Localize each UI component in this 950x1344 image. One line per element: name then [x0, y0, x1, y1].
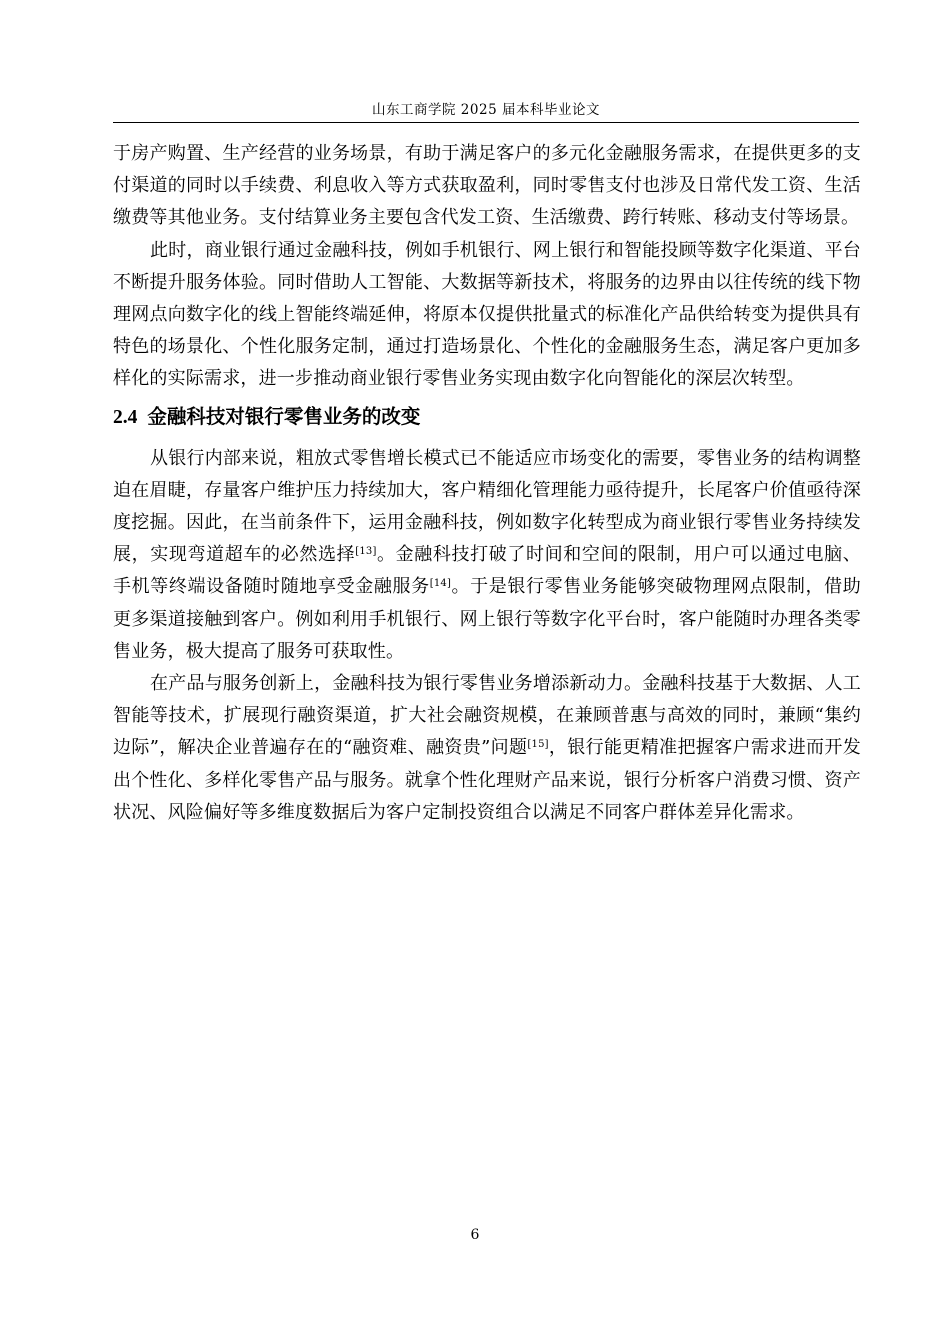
- paragraph-text: 从银行内部来说，粗放式零售增长模式已不能适应市场变化的需要，零售业务的结构调整迫在眉睫，存量客户维护压力持续加大，客户精细化管理能力亟待提升，长尾客户价值亟待深度挖掘。因此，在当前条件下，运用金融科技，例如数字化转型成为商业银行零售业务持续发展，实现弯道超车的必然选择: [113, 447, 861, 566]
- section-number: 2.4: [113, 406, 138, 428]
- running-header: 山东工商学院 2025 届本科毕业论文: [372, 102, 600, 118]
- citation-14: [14]: [429, 578, 452, 590]
- paragraph-internal-perspective: [113, 443, 861, 668]
- paragraph-text: 。于是银行零售业务能够突破物理网点限制，借助更多渠道接触到客户。例如利用手机银行、网上银行等数字化平台时，客户能随时办理各类零售业务，极大提高了服务可获取性。: [113, 576, 861, 662]
- paragraph-text: 。金融科技打破了时间和空间的限制，用户可以通过电脑、手机等终端设备随时随地享受金融服务: [113, 544, 861, 598]
- paragraph-product-innovation: [113, 668, 861, 829]
- paragraph-continuation: 于房产购置、生产经营的业务场景，有助于满足客户的多元化金融服务需求，在提供更多的支付渠道的同时以手续费、利息收入等方式获取盈利，同时零售支付也涉及日常代发工资、生活缴费等其他业务。支付结算业务主要包含代发工资、生活缴费、跨行转账、移动支付等场景。: [113, 143, 861, 229]
- section-title: 金融科技对银行零售业务的改变: [147, 404, 421, 428]
- paragraph-text: 在产品与服务创新上，金融科技为银行零售业务增添新动力。金融科技基于大数据、人工智能等技术，扩展现行融资渠道，扩大社会融资规模，在兼顾普惠与高效的同时，兼顾“集约边际”，解决企业普遍存在的“融资难、融资贵”问题: [113, 673, 861, 759]
- paragraph-digital-channels: 此时，商业银行通过金融科技，例如手机银行、网上银行和智能投顾等数字化渠道、平台不断提升服务体验。同时借助人工智能、大数据等新技术，将服务的边界由以往传统的线下物理网点向数字化的线上智能终端延伸，将原本仅提供批量式的标准化产品供给转变为提供具有特色的场景化、个性化服务定制，通过打造场景化、个性化的金融服务生态，满足客户更加多样化的实际需求，进一步推动商业银行零售业务实现由数字化向智能化的深层次转型。: [113, 239, 861, 390]
- paragraph-text: ，银行能更精准把握客户需求进而开发出个性化、多样化零售产品与服务。就拿个性化理财产品来说，银行分析客户消费习惯、资产状况、风险偏好等多维度数据后为客户定制投资组合以满足不同客户群体差异化需求。: [113, 737, 861, 823]
- citation-15: [15]: [527, 739, 549, 751]
- page-body: [113, 138, 861, 829]
- section-heading: [113, 400, 861, 435]
- header-divider: [113, 122, 859, 123]
- page-number: 6: [470, 1227, 480, 1243]
- citation-13: [13]: [355, 546, 377, 558]
